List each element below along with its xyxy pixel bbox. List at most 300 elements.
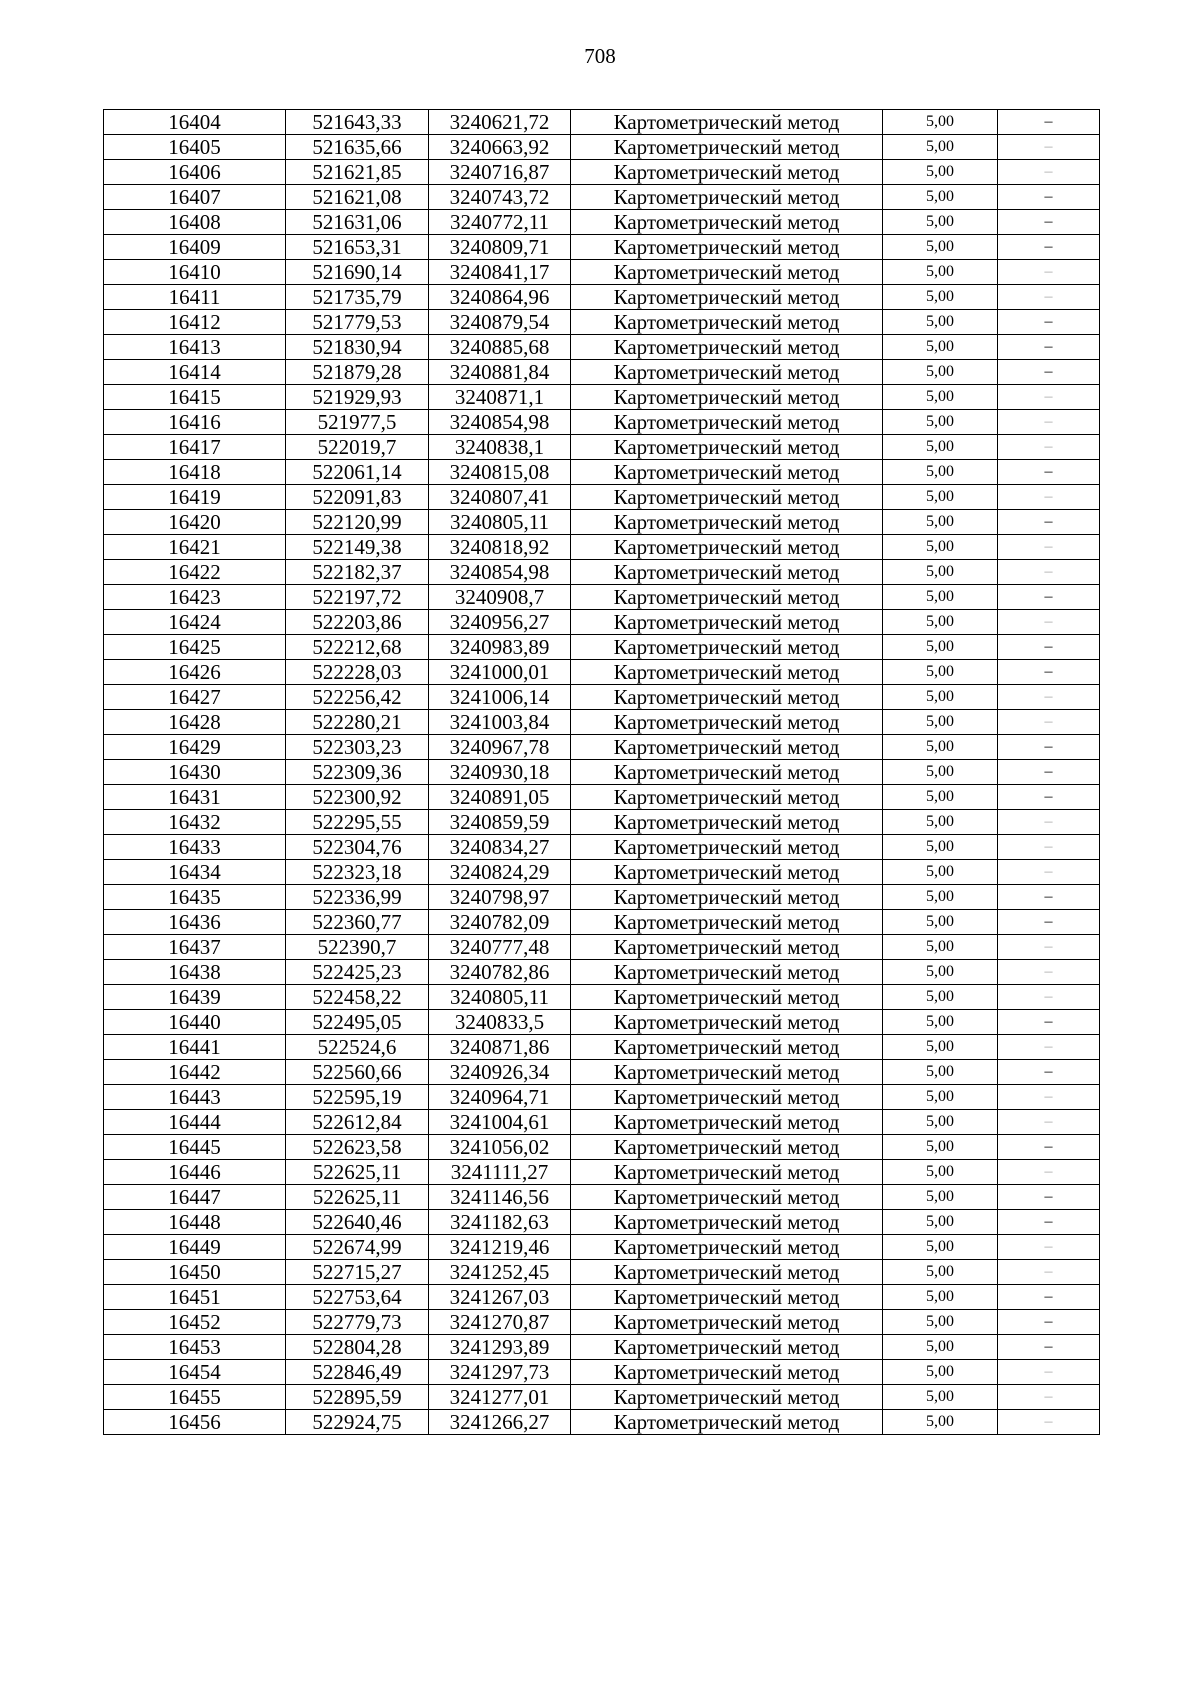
point-number-cell: 16456 — [104, 1410, 286, 1435]
table-row — [104, 610, 1100, 635]
point-number-cell: 16405 — [104, 135, 286, 160]
accuracy-cell: 5,00 — [883, 885, 998, 910]
table-row — [104, 110, 1100, 135]
table-row — [104, 860, 1100, 885]
accuracy-cell: 5,00 — [883, 910, 998, 935]
method-cell: Картометрический метод — [571, 735, 883, 760]
table-row — [104, 1260, 1100, 1285]
point-number-cell: 16437 — [104, 935, 286, 960]
point-number-cell: 16453 — [104, 1335, 286, 1360]
y-coordinate-cell: 3240864,96 — [429, 285, 571, 310]
y-coordinate-cell: 3240838,1 — [429, 435, 571, 460]
note-cell: – — [998, 885, 1100, 910]
note-cell: – — [998, 1085, 1100, 1110]
y-coordinate-cell: 3241004,61 — [429, 1110, 571, 1135]
method-cell: Картометрический метод — [571, 260, 883, 285]
point-number-cell: 16417 — [104, 435, 286, 460]
point-number-cell: 16425 — [104, 635, 286, 660]
accuracy-cell: 5,00 — [883, 935, 998, 960]
x-coordinate-cell: 522336,99 — [286, 885, 429, 910]
point-number-cell: 16438 — [104, 960, 286, 985]
table-row — [104, 1085, 1100, 1110]
method-cell: Картометрический метод — [571, 860, 883, 885]
x-coordinate-cell: 522779,73 — [286, 1310, 429, 1335]
x-coordinate-cell: 522640,46 — [286, 1210, 429, 1235]
accuracy-cell: 5,00 — [883, 610, 998, 635]
x-coordinate-cell: 522623,58 — [286, 1135, 429, 1160]
point-number-cell: 16419 — [104, 485, 286, 510]
accuracy-cell: 5,00 — [883, 385, 998, 410]
accuracy-cell: 5,00 — [883, 710, 998, 735]
table-row — [104, 1060, 1100, 1085]
x-coordinate-cell: 522228,03 — [286, 660, 429, 685]
note-cell: – — [998, 1060, 1100, 1085]
accuracy-cell: 5,00 — [883, 260, 998, 285]
table-row — [104, 1160, 1100, 1185]
method-cell: Картометрический метод — [571, 685, 883, 710]
x-coordinate-cell: 522323,18 — [286, 860, 429, 885]
note-cell: – — [998, 485, 1100, 510]
y-coordinate-cell: 3241111,27 — [429, 1160, 571, 1185]
note-cell: – — [998, 1335, 1100, 1360]
method-cell: Картометрический метод — [571, 1010, 883, 1035]
method-cell: Картометрический метод — [571, 410, 883, 435]
coordinates-table — [103, 109, 1100, 1435]
y-coordinate-cell: 3240809,71 — [429, 235, 571, 260]
x-coordinate-cell: 521977,5 — [286, 410, 429, 435]
note-cell: – — [998, 735, 1100, 760]
table-row — [104, 810, 1100, 835]
note-cell: – — [998, 910, 1100, 935]
y-coordinate-cell: 3241293,89 — [429, 1335, 571, 1360]
table-row — [104, 185, 1100, 210]
table-row — [104, 885, 1100, 910]
method-cell: Картометрический метод — [571, 535, 883, 560]
method-cell: Картометрический метод — [571, 235, 883, 260]
table-row — [104, 435, 1100, 460]
table-row — [104, 985, 1100, 1010]
point-number-cell: 16442 — [104, 1060, 286, 1085]
table-row — [104, 1185, 1100, 1210]
accuracy-cell: 5,00 — [883, 235, 998, 260]
accuracy-cell: 5,00 — [883, 360, 998, 385]
x-coordinate-cell: 522390,7 — [286, 935, 429, 960]
method-cell: Картометрический метод — [571, 710, 883, 735]
table-row — [104, 335, 1100, 360]
y-coordinate-cell: 3240881,84 — [429, 360, 571, 385]
accuracy-cell: 5,00 — [883, 760, 998, 785]
accuracy-cell: 5,00 — [883, 660, 998, 685]
point-number-cell: 16418 — [104, 460, 286, 485]
accuracy-cell: 5,00 — [883, 835, 998, 860]
method-cell: Картометрический метод — [571, 810, 883, 835]
table-row — [104, 1385, 1100, 1410]
x-coordinate-cell: 522612,84 — [286, 1110, 429, 1135]
point-number-cell: 16450 — [104, 1260, 286, 1285]
x-coordinate-cell: 522895,59 — [286, 1385, 429, 1410]
accuracy-cell: 5,00 — [883, 1410, 998, 1435]
accuracy-cell: 5,00 — [883, 510, 998, 535]
note-cell: – — [998, 1185, 1100, 1210]
x-coordinate-cell: 522303,23 — [286, 735, 429, 760]
accuracy-cell: 5,00 — [883, 1260, 998, 1285]
note-cell: – — [998, 185, 1100, 210]
accuracy-cell: 5,00 — [883, 985, 998, 1010]
table-row — [104, 1035, 1100, 1060]
table-row — [104, 660, 1100, 685]
accuracy-cell: 5,00 — [883, 285, 998, 310]
note-cell: – — [998, 160, 1100, 185]
table-row — [104, 785, 1100, 810]
y-coordinate-cell: 3240885,68 — [429, 335, 571, 360]
table-row — [104, 960, 1100, 985]
point-number-cell: 16423 — [104, 585, 286, 610]
y-coordinate-cell: 3240854,98 — [429, 560, 571, 585]
method-cell: Картометрический метод — [571, 1035, 883, 1060]
note-cell: – — [998, 835, 1100, 860]
point-number-cell: 16413 — [104, 335, 286, 360]
point-number-cell: 16434 — [104, 860, 286, 885]
table-row — [104, 485, 1100, 510]
note-cell: – — [998, 1110, 1100, 1135]
point-number-cell: 16441 — [104, 1035, 286, 1060]
accuracy-cell: 5,00 — [883, 1310, 998, 1335]
y-coordinate-cell: 3240805,11 — [429, 985, 571, 1010]
note-cell: – — [998, 1160, 1100, 1185]
accuracy-cell: 5,00 — [883, 1060, 998, 1085]
note-cell: – — [998, 510, 1100, 535]
method-cell: Картометрический метод — [571, 1410, 883, 1435]
y-coordinate-cell: 3241267,03 — [429, 1285, 571, 1310]
y-coordinate-cell: 3241219,46 — [429, 1235, 571, 1260]
y-coordinate-cell: 3240824,29 — [429, 860, 571, 885]
point-number-cell: 16439 — [104, 985, 286, 1010]
method-cell: Картометрический метод — [571, 460, 883, 485]
table-row — [104, 310, 1100, 335]
x-coordinate-cell: 522256,42 — [286, 685, 429, 710]
y-coordinate-cell: 3240871,1 — [429, 385, 571, 410]
x-coordinate-cell: 522280,21 — [286, 710, 429, 735]
note-cell: – — [998, 535, 1100, 560]
point-number-cell: 16430 — [104, 760, 286, 785]
y-coordinate-cell: 3240777,48 — [429, 935, 571, 960]
point-number-cell: 16447 — [104, 1185, 286, 1210]
y-coordinate-cell: 3240798,97 — [429, 885, 571, 910]
point-number-cell: 16406 — [104, 160, 286, 185]
accuracy-cell: 5,00 — [883, 210, 998, 235]
point-number-cell: 16452 — [104, 1310, 286, 1335]
method-cell: Картометрический метод — [571, 1335, 883, 1360]
x-coordinate-cell: 522091,83 — [286, 485, 429, 510]
method-cell: Картометрический метод — [571, 1310, 883, 1335]
point-number-cell: 16435 — [104, 885, 286, 910]
note-cell: – — [998, 710, 1100, 735]
point-number-cell: 16424 — [104, 610, 286, 635]
point-number-cell: 16449 — [104, 1235, 286, 1260]
accuracy-cell: 5,00 — [883, 635, 998, 660]
table-row — [104, 1335, 1100, 1360]
accuracy-cell: 5,00 — [883, 1185, 998, 1210]
y-coordinate-cell: 3240663,92 — [429, 135, 571, 160]
x-coordinate-cell: 522212,68 — [286, 635, 429, 660]
note-cell: – — [998, 1260, 1100, 1285]
accuracy-cell: 5,00 — [883, 735, 998, 760]
accuracy-cell: 5,00 — [883, 585, 998, 610]
x-coordinate-cell: 522197,72 — [286, 585, 429, 610]
method-cell: Картометрический метод — [571, 160, 883, 185]
point-number-cell: 16426 — [104, 660, 286, 685]
point-number-cell: 16411 — [104, 285, 286, 310]
accuracy-cell: 5,00 — [883, 1335, 998, 1360]
method-cell: Картометрический метод — [571, 110, 883, 135]
table-row — [104, 1410, 1100, 1435]
y-coordinate-cell: 3240621,72 — [429, 110, 571, 135]
method-cell: Картометрический метод — [571, 985, 883, 1010]
note-cell: – — [998, 235, 1100, 260]
note-cell: – — [998, 1135, 1100, 1160]
x-coordinate-cell: 522524,6 — [286, 1035, 429, 1060]
accuracy-cell: 5,00 — [883, 1110, 998, 1135]
note-cell: – — [998, 1035, 1100, 1060]
x-coordinate-cell: 522019,7 — [286, 435, 429, 460]
y-coordinate-cell: 3240807,41 — [429, 485, 571, 510]
table-row — [104, 585, 1100, 610]
table-row — [104, 160, 1100, 185]
point-number-cell: 16455 — [104, 1385, 286, 1410]
y-coordinate-cell: 3240772,11 — [429, 210, 571, 235]
method-cell: Картометрический метод — [571, 1085, 883, 1110]
note-cell: – — [998, 860, 1100, 885]
accuracy-cell: 5,00 — [883, 1035, 998, 1060]
y-coordinate-cell: 3241297,73 — [429, 1360, 571, 1385]
method-cell: Картометрический метод — [571, 510, 883, 535]
x-coordinate-cell: 522846,49 — [286, 1360, 429, 1385]
y-coordinate-cell: 3240871,86 — [429, 1035, 571, 1060]
method-cell: Картометрический метод — [571, 660, 883, 685]
point-number-cell: 16404 — [104, 110, 286, 135]
note-cell: – — [998, 610, 1100, 635]
method-cell: Картометрический метод — [571, 1160, 883, 1185]
note-cell: – — [998, 335, 1100, 360]
table-row — [104, 535, 1100, 560]
note-cell: – — [998, 460, 1100, 485]
y-coordinate-cell: 3240818,92 — [429, 535, 571, 560]
y-coordinate-cell: 3240879,54 — [429, 310, 571, 335]
note-cell: – — [998, 1285, 1100, 1310]
x-coordinate-cell: 521631,06 — [286, 210, 429, 235]
point-number-cell: 16415 — [104, 385, 286, 410]
y-coordinate-cell: 3240859,59 — [429, 810, 571, 835]
table-row — [104, 1210, 1100, 1235]
x-coordinate-cell: 522203,86 — [286, 610, 429, 635]
y-coordinate-cell: 3240964,71 — [429, 1085, 571, 1110]
y-coordinate-cell: 3240805,11 — [429, 510, 571, 535]
table-row — [104, 635, 1100, 660]
point-number-cell: 16427 — [104, 685, 286, 710]
y-coordinate-cell: 3240815,08 — [429, 460, 571, 485]
point-number-cell: 16444 — [104, 1110, 286, 1135]
y-coordinate-cell: 3240716,87 — [429, 160, 571, 185]
method-cell: Картометрический метод — [571, 185, 883, 210]
y-coordinate-cell: 3240908,7 — [429, 585, 571, 610]
x-coordinate-cell: 521735,79 — [286, 285, 429, 310]
note-cell: – — [998, 560, 1100, 585]
table-row — [104, 685, 1100, 710]
table-row — [104, 360, 1100, 385]
y-coordinate-cell: 3241182,63 — [429, 1210, 571, 1235]
method-cell: Картометрический метод — [571, 310, 883, 335]
point-number-cell: 16408 — [104, 210, 286, 235]
accuracy-cell: 5,00 — [883, 310, 998, 335]
y-coordinate-cell: 3240834,27 — [429, 835, 571, 860]
method-cell: Картометрический метод — [571, 385, 883, 410]
y-coordinate-cell: 3240891,05 — [429, 785, 571, 810]
point-number-cell: 16446 — [104, 1160, 286, 1185]
table-row — [104, 1310, 1100, 1335]
point-number-cell: 16409 — [104, 235, 286, 260]
table-row — [104, 510, 1100, 535]
method-cell: Картометрический метод — [571, 1360, 883, 1385]
point-number-cell: 16433 — [104, 835, 286, 860]
method-cell: Картометрический метод — [571, 210, 883, 235]
note-cell: – — [998, 760, 1100, 785]
y-coordinate-cell: 3240854,98 — [429, 410, 571, 435]
table-row — [104, 210, 1100, 235]
accuracy-cell: 5,00 — [883, 1210, 998, 1235]
x-coordinate-cell: 522715,27 — [286, 1260, 429, 1285]
note-cell: – — [998, 385, 1100, 410]
x-coordinate-cell: 522674,99 — [286, 1235, 429, 1260]
point-number-cell: 16429 — [104, 735, 286, 760]
point-number-cell: 16422 — [104, 560, 286, 585]
note-cell: – — [998, 810, 1100, 835]
table-row — [104, 285, 1100, 310]
method-cell: Картометрический метод — [571, 560, 883, 585]
x-coordinate-cell: 521779,53 — [286, 310, 429, 335]
accuracy-cell: 5,00 — [883, 560, 998, 585]
x-coordinate-cell: 521635,66 — [286, 135, 429, 160]
y-coordinate-cell: 3241003,84 — [429, 710, 571, 735]
y-coordinate-cell: 3241270,87 — [429, 1310, 571, 1335]
x-coordinate-cell: 522458,22 — [286, 985, 429, 1010]
x-coordinate-cell: 522304,76 — [286, 835, 429, 860]
note-cell: – — [998, 410, 1100, 435]
table-row — [104, 1135, 1100, 1160]
x-coordinate-cell: 522295,55 — [286, 810, 429, 835]
table-row — [104, 260, 1100, 285]
note-cell: – — [998, 685, 1100, 710]
x-coordinate-cell: 522300,92 — [286, 785, 429, 810]
x-coordinate-cell: 522360,77 — [286, 910, 429, 935]
x-coordinate-cell: 522149,38 — [286, 535, 429, 560]
note-cell: – — [998, 660, 1100, 685]
table-row — [104, 385, 1100, 410]
x-coordinate-cell: 522495,05 — [286, 1010, 429, 1035]
method-cell: Картометрический метод — [571, 1185, 883, 1210]
method-cell: Картометрический метод — [571, 1235, 883, 1260]
accuracy-cell: 5,00 — [883, 860, 998, 885]
note-cell: – — [998, 1385, 1100, 1410]
table-row — [104, 735, 1100, 760]
y-coordinate-cell: 3240833,5 — [429, 1010, 571, 1035]
accuracy-cell: 5,00 — [883, 1235, 998, 1260]
accuracy-cell: 5,00 — [883, 135, 998, 160]
accuracy-cell: 5,00 — [883, 485, 998, 510]
x-coordinate-cell: 521879,28 — [286, 360, 429, 385]
accuracy-cell: 5,00 — [883, 960, 998, 985]
point-number-cell: 16440 — [104, 1010, 286, 1035]
method-cell: Картометрический метод — [571, 785, 883, 810]
accuracy-cell: 5,00 — [883, 1360, 998, 1385]
accuracy-cell: 5,00 — [883, 410, 998, 435]
accuracy-cell: 5,00 — [883, 1010, 998, 1035]
table-row — [104, 835, 1100, 860]
note-cell: – — [998, 1310, 1100, 1335]
y-coordinate-cell: 3241252,45 — [429, 1260, 571, 1285]
x-coordinate-cell: 522924,75 — [286, 1410, 429, 1435]
note-cell: – — [998, 785, 1100, 810]
y-coordinate-cell: 3240983,89 — [429, 635, 571, 660]
accuracy-cell: 5,00 — [883, 160, 998, 185]
point-number-cell: 16445 — [104, 1135, 286, 1160]
y-coordinate-cell: 3241056,02 — [429, 1135, 571, 1160]
method-cell: Картометрический метод — [571, 635, 883, 660]
method-cell: Картометрический метод — [571, 1110, 883, 1135]
x-coordinate-cell: 522804,28 — [286, 1335, 429, 1360]
table-row — [104, 1110, 1100, 1135]
x-coordinate-cell: 522595,19 — [286, 1085, 429, 1110]
method-cell: Картометрический метод — [571, 335, 883, 360]
accuracy-cell: 5,00 — [883, 1085, 998, 1110]
method-cell: Картометрический метод — [571, 760, 883, 785]
method-cell: Картометрический метод — [571, 1285, 883, 1310]
method-cell: Картометрический метод — [571, 285, 883, 310]
x-coordinate-cell: 521690,14 — [286, 260, 429, 285]
point-number-cell: 16420 — [104, 510, 286, 535]
table-row — [104, 460, 1100, 485]
note-cell: – — [998, 435, 1100, 460]
method-cell: Картометрический метод — [571, 885, 883, 910]
table-row — [104, 235, 1100, 260]
accuracy-cell: 5,00 — [883, 685, 998, 710]
point-number-cell: 16454 — [104, 1360, 286, 1385]
accuracy-cell: 5,00 — [883, 185, 998, 210]
method-cell: Картометрический метод — [571, 610, 883, 635]
point-number-cell: 16451 — [104, 1285, 286, 1310]
table-row — [104, 1010, 1100, 1035]
method-cell: Картометрический метод — [571, 1060, 883, 1085]
note-cell: – — [998, 985, 1100, 1010]
method-cell: Картометрический метод — [571, 935, 883, 960]
method-cell: Картометрический метод — [571, 910, 883, 935]
method-cell: Картометрический метод — [571, 835, 883, 860]
table-row — [104, 910, 1100, 935]
method-cell: Картометрический метод — [571, 1260, 883, 1285]
method-cell: Картометрический метод — [571, 485, 883, 510]
table-body — [104, 110, 1100, 1435]
accuracy-cell: 5,00 — [883, 435, 998, 460]
y-coordinate-cell: 3240841,17 — [429, 260, 571, 285]
x-coordinate-cell: 522753,64 — [286, 1285, 429, 1310]
y-coordinate-cell: 3240956,27 — [429, 610, 571, 635]
point-number-cell: 16448 — [104, 1210, 286, 1235]
note-cell: – — [998, 585, 1100, 610]
point-number-cell: 16414 — [104, 360, 286, 385]
table-row — [104, 135, 1100, 160]
y-coordinate-cell: 3241277,01 — [429, 1385, 571, 1410]
accuracy-cell: 5,00 — [883, 110, 998, 135]
note-cell: – — [998, 1210, 1100, 1235]
